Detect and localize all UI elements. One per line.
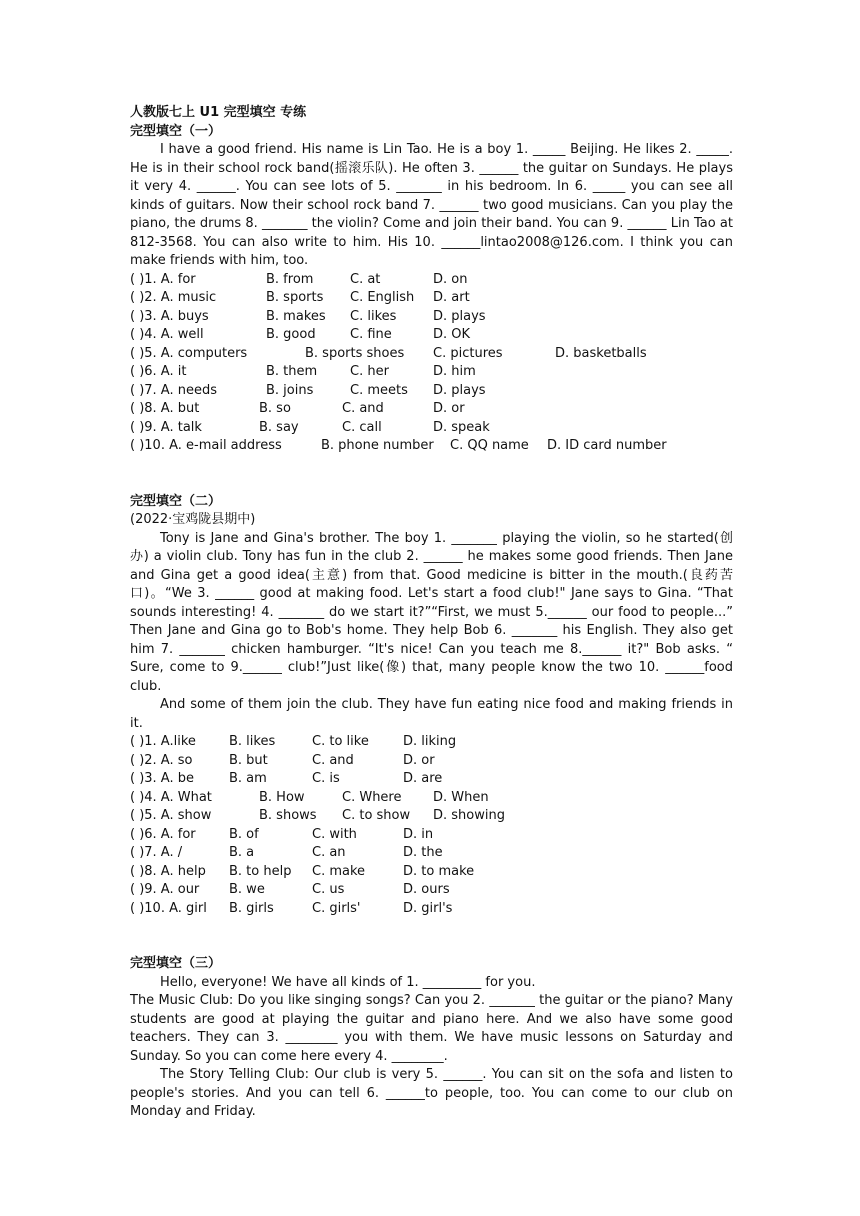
option-d: D. the [403,845,443,860]
option-d: D. are [403,771,443,786]
question-row [130,844,733,863]
option-c: C. at [350,271,381,287]
option-b: B. joins [266,382,314,398]
option-b: B. them [266,364,318,379]
option-b: B. phone number [321,438,434,453]
option-b: B. sports [266,290,324,305]
option-d: D. plays [433,382,486,398]
question-stem: ( )1. A. for [130,271,196,287]
section-2-questions [130,733,733,918]
option-c: C. call [342,419,382,435]
option-b: B. likes [229,734,276,749]
section-2-passage: Tony is Jane and Gina's brother. The boy 1. _______ playing the violin, so he started(创办) a violin club. Tony has fun in the club 2. ______ he makes some good friends. Then Jane and Gina get a good idea(主意) from that. Good medicine is bitter in the mouth.(良药苦口)。“We 3. ______ good at making food. Let's start a food club!" Jane says to Gina. “That sounds interesting! 4. _______ do we start it?”“First, we must 5.______ our food to people...” Then Jane and Gina go to Bob's home. They help Bob 6. _______ his English. They also get him 7. _______ chicken hamburger. “It's nice! Can you teach me 8.______ it?" Bob asks. “ Sure, come to 9.______ club!”Just like(像) that, many people know the two 10. ______food club. [130,530,733,694]
option-c: C. us [312,882,345,897]
question-row [130,437,733,456]
option-b: B. How [259,789,305,805]
question-row [130,789,733,808]
question-stem: ( )2. A. music [130,290,217,305]
question-stem: ( )4. A. What [130,789,212,805]
option-b: B. shows [259,808,317,823]
option-d: D. liking [403,734,457,749]
option-d: D. ours [403,882,450,897]
option-d: D. speak [433,419,490,435]
option-c: C. and [312,752,354,768]
option-d: D. plays [433,308,486,324]
option-d: D. girl's [403,900,453,916]
question-row [130,345,733,364]
option-c: C. to show [342,808,411,823]
option-d: D. in [403,826,434,842]
worksheet-page [130,104,733,1122]
option-d: D. ID card number [547,438,667,453]
option-c: C. and [342,401,384,416]
question-stem: ( )1. A.like [130,734,196,749]
question-row [130,881,733,900]
question-stem: ( )3. A. be [130,771,194,786]
option-c: C. meets [350,382,408,398]
option-c: C. English [350,290,415,305]
option-c: C. Where [342,789,402,805]
option-d: D. to make [403,863,475,879]
question-stem: ( )6. A. for [130,826,196,842]
option-d: D. When [433,789,489,805]
section-3-intro: Hello, everyone! We have all kinds of 1. _________ for you. [160,974,536,990]
question-row [130,271,733,290]
question-row [130,733,733,752]
question-stem: ( )10. A. e-mail address [130,438,282,453]
option-c: C. likes [350,308,397,324]
question-row [130,752,733,771]
question-stem: ( )8. A. help [130,863,206,879]
section-3-story-club: The Story Telling Club: Our club is very 5. ______. You can sit on the sofa and listen to people's stories. And you can tell 6. ______to people, too. You can come to our club on Monday and Friday. [130,1067,733,1119]
option-c: C. with [312,826,357,842]
question-stem: ( )9. A. talk [130,419,202,435]
question-row [130,382,733,401]
option-d: D. art [433,290,470,305]
section-3-music-club: The Music Club: Do you like singing songs? Can you 2. _______ the guitar or the piano? Many students are good at playing the guitar and piano here. And we also have some good teachers. They can 3. ________ you with them. We have music lessons on Saturday and Sunday. So you can come here every 4. ________. [130,993,733,1064]
option-c: C. girls' [312,900,361,916]
question-stem: ( )9. A. our [130,882,200,897]
question-row [130,419,733,438]
question-stem: ( )3. A. buys [130,308,209,324]
option-b: B. so [259,401,291,416]
section-3-heading: 完型填空（三） [130,956,222,971]
option-b: B. good [266,327,316,342]
option-d: D. him [433,364,476,379]
option-b: B. sports shoes [305,345,405,361]
question-row [130,900,733,919]
option-d: D. showing [433,808,505,823]
question-stem: ( )7. A. needs [130,382,218,398]
question-row [130,807,733,826]
option-b: B. of [229,826,259,842]
section-1-heading: 完型填空（一） [130,123,222,139]
question-row [130,289,733,308]
question-row [130,863,733,882]
question-stem: ( )5. A. show [130,808,212,823]
option-c: C. QQ name [450,438,529,453]
section-2-source: (2022·宝鸡陇县期中) [130,512,256,527]
section-2-passage-end: And some of them join the club. They have fun eating nice food and making friends in it. [130,697,733,731]
option-d: D. or [403,752,435,768]
option-c: C. is [312,771,340,786]
question-row [130,308,733,327]
option-d: D. on [433,271,468,287]
option-b: B. but [229,752,268,768]
option-b: B. say [259,419,299,435]
question-stem: ( )4. A. well [130,327,204,342]
question-row [130,326,733,345]
question-stem: ( )2. A. so [130,752,193,768]
question-row [130,400,733,419]
option-b: B. a [229,845,255,860]
option-b: B. girls [229,900,274,916]
question-row [130,826,733,845]
option-c: C. her [350,364,389,379]
section-1-passage: I have a good friend. His name is Lin Tao. He is a boy 1. _____ Beijing. He likes 2. _____. He is in their school rock band(摇滚乐队). He often 3. ______ the guitar on Sundays. He plays it very 4. ______. You can see lots of 5. _______ in his bedroom. In 6. _____ you can see all kinds of guitars. Now their school rock band 7. ______ two good musicians. Can you play the piano, the drums 8. _______ the violin? Come and join their band. You can 9. ______ Lin Tao at 812-3568. You can also write to him. His 10. ______lintao2008@126.com. I think you can make friends with him, too. [130,142,733,268]
option-c: C. make [312,863,366,879]
option-b: B. from [266,271,314,287]
question-stem: ( )10. A. girl [130,900,207,916]
question-stem: ( )6. A. it [130,364,187,379]
option-d: D. OK [433,327,471,342]
option-b: B. am [229,771,267,786]
section-1-questions [130,271,733,456]
document-title: 人教版七上 U1 完型填空 专练 [130,105,307,120]
option-d: D. or [433,401,465,416]
option-c: C. pictures [433,345,503,361]
option-b: B. makes [266,308,326,324]
option-d: D. basketballs [555,345,647,361]
question-stem: ( )7. A. / [130,845,183,860]
question-stem: ( )5. A. computers [130,345,248,361]
option-c: C. to like [312,734,369,749]
question-row [130,363,733,382]
option-c: C. fine [350,327,392,342]
section-2-heading: 完型填空（二） [130,493,222,509]
option-b: B. we [229,882,265,897]
question-stem: ( )8. A. but [130,401,200,416]
option-c: C. an [312,845,346,860]
option-b: B. to help [229,863,292,879]
question-row [130,770,733,789]
